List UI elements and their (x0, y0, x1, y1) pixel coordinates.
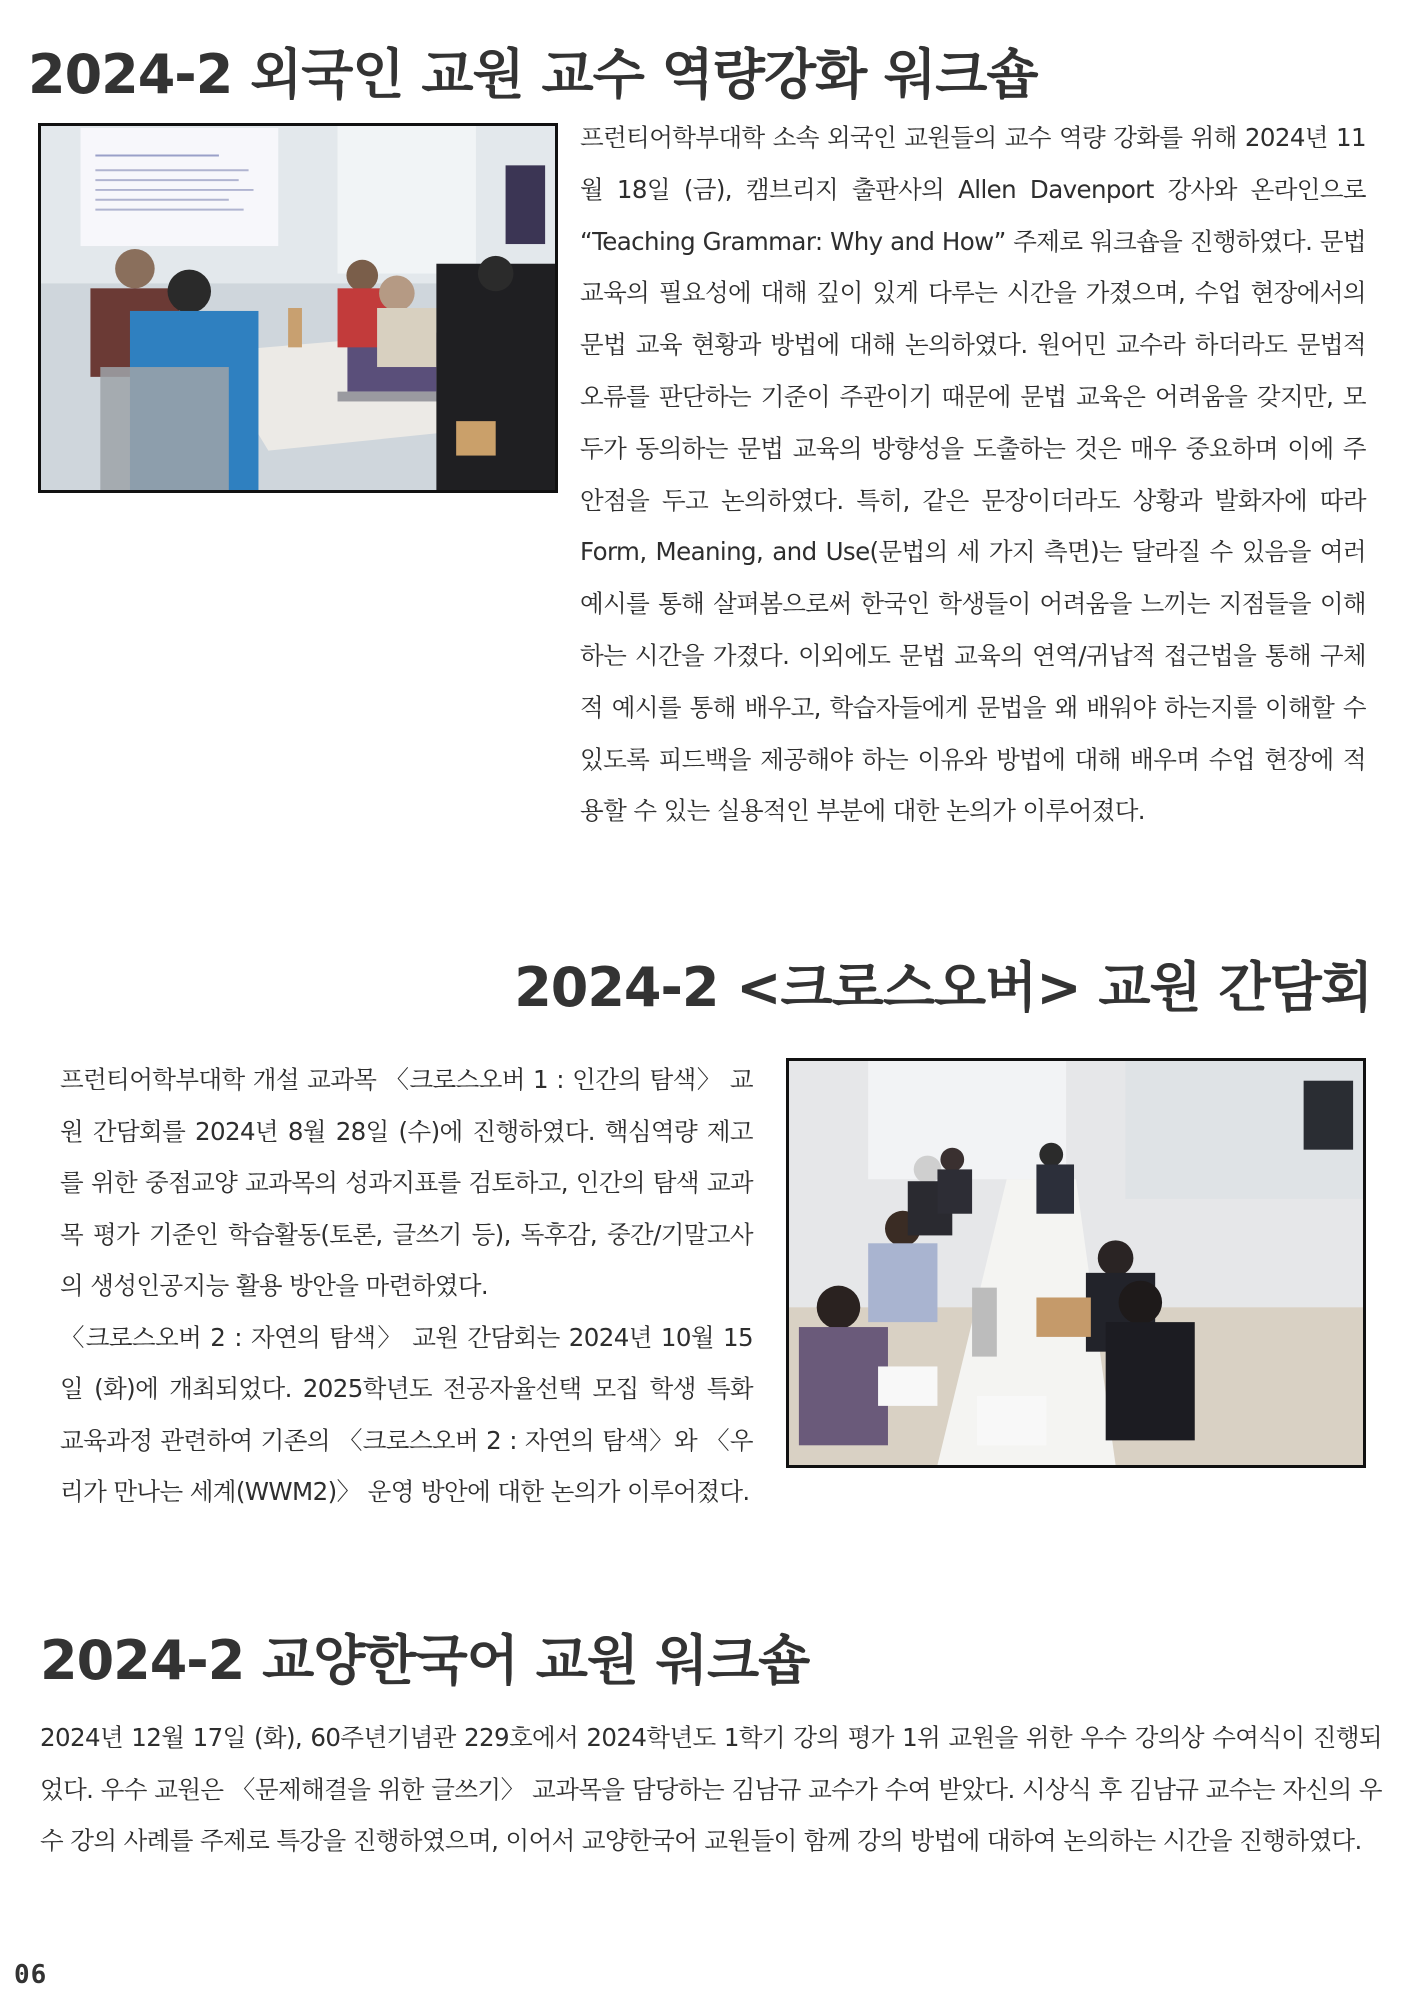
section-title-workshop-foreign-faculty: 2024-2 외국인 교원 교수 역량강화 워크숍 (28, 43, 1038, 106)
section-title-korean-faculty-workshop: 2024-2 교양한국어 교원 워크숍 (40, 1629, 810, 1692)
meeting-photo (786, 1058, 1366, 1468)
section-body-crossover-meeting (60, 1054, 753, 1518)
page-number: 06 (14, 1960, 48, 1990)
section-body-korean-faculty-workshop: 2024년 12월 17일 (화), 60주년기념관 229호에서 2024학년도 1학기 강의 평가 1위 교원을 위한 우수 강의상 수여식이 진행되었다. 우수 교원은 〈문제해결을 위한 글쓰기〉 교과목을 담당하는 김남규 교수가 수여 받았다. 시상식 후 김남규 교수는 자신의 우수 강의 사례를 주제로 특강을 진행하였으며, 이어서 교양한국어 교원들이 함께 강의 방법에 대하여 논의하는 시간을 진행하였다. (40, 1723, 1382, 1855)
workshop-photo (38, 123, 558, 493)
section-body-workshop-foreign-faculty: 프런티어학부대학 소속 외국인 교원들의 교수 역량 강화를 위해 2024년 11월 18일 (금), 캠브리지 출판사의 Allen Davenport 강사와 온라인으로 “Teaching Grammar: Why and How” 주제로 워크숍을 진행하였다. 문법 교육의 필요성에 대해 깊이 있게 다루는 시간을 가졌으며, 수업 현장에서의 문법 교육 현황과 방법에 대해 논의하였다. 원어민 교수라 하더라도 문법적 오류를 판단하는 기준이 주관이기 때문에 문법 교육은 어려움을 갖지만, 모두가 동의하는 문법 교육의 방향성을 도출하는 것은 매우 중요하며 이에 주안점을 두고 논의하였다. 특히, 같은 문장이더라도 상황과 발화자에 따라 Form, Meaning, and Use(문법의 세 가지 측면)는 달라질 수 있음을 여러 예시를 통해 살펴봄으로써 한국인 학생들이 어려움을 느끼는 지점들을 이해하는 시간을 가졌다. 이외에도 문법 교육의 연역/귀납적 접근법을 통해 구체적 예시를 통해 배우고, 학습자들에게 문법을 왜 배워야 하는지를 이해할 수 있도록 피드백을 제공해야 하는 이유와 방법에 대해 배우며 수업 현장에 적용할 수 있는 실용적인 부분에 대한 논의가 이루어졌다. (580, 123, 1366, 826)
crossover-body-text: 프런티어학부대학 개설 교과목 〈크로스오버 1 : 인간의 탐색〉 교원 간담회를 2024년 8월 28일 (수)에 진행하였다. 핵심역량 제고를 위한 중점교양 교과목의 성과지표를 검토하고, 인간의 탐색 교과목 평가 기준인 학습활동(토론, 글쓰기 등), 독후감, 중간/기말고사의 생성인공지능 활용 방안을 마련하였다. 〈크로스오버 2 : 자연의 탐색〉 교원 간담회는 2024년 10월 15일 (화)에 개최되었다. 2025학년도 전공자율선택 모집 학생 특화 교육과정 관련하여 기존의 〈크로스오버 2 : 자연의 탐색〉와 〈우리가 만나는 세계(WWM2)〉 운영 방안에 대한 논의가 이루어졌다. (60, 1065, 753, 1506)
section-title-crossover-meeting: 2024-2 <크로스오버> 교원 간담회 (514, 956, 1372, 1019)
